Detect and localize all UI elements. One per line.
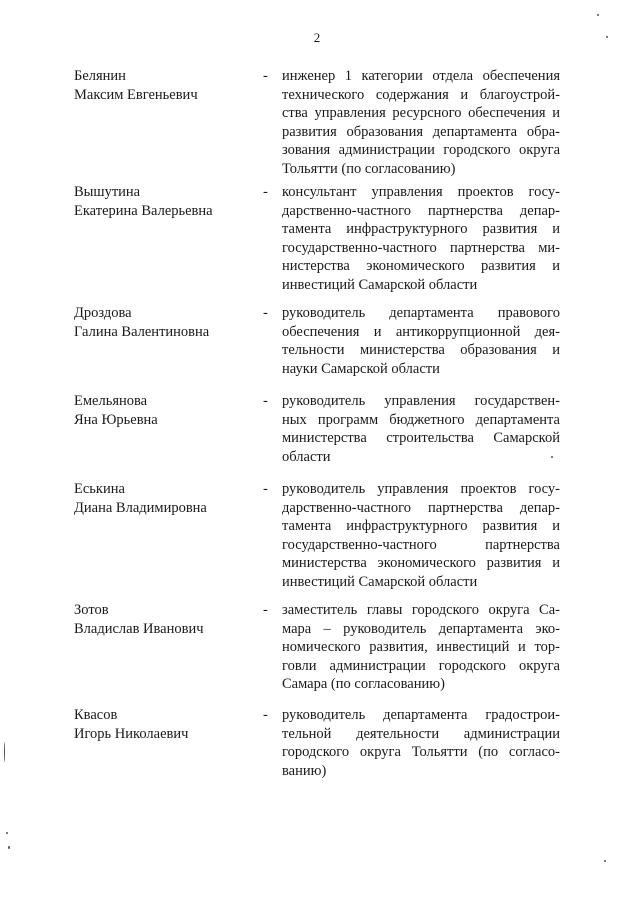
scan-speck	[6, 832, 8, 834]
role-line: консультант управления проектов госу-	[282, 184, 560, 200]
role-line: говли администрации городского округа	[282, 657, 560, 674]
member-name	[74, 304, 254, 341]
member-name	[74, 601, 254, 638]
role-line: государственно-частного партнерства ми-	[282, 239, 560, 256]
role-line: руководитель департамента правового	[282, 305, 560, 321]
dash-separator: -	[263, 68, 268, 84]
role-line: тамента инфраструктурного развития и	[282, 221, 560, 237]
role-line: руководитель управления государствен-	[282, 393, 560, 409]
member-surname: Дроздова	[74, 305, 132, 321]
member-given-name: Яна Юрьевна	[74, 411, 158, 428]
member-given-name: Екатерина Валерьевна	[74, 202, 213, 219]
role-line: технического содержания и благоустрой-	[282, 86, 560, 103]
role-line: ства управления ресурсного обеспечения и	[282, 105, 560, 121]
member-surname: Белянин	[74, 68, 126, 84]
member-given-name: Владислав Иванович	[74, 620, 204, 637]
role-line: инженер 1 категории отдела обеспечения	[282, 68, 560, 84]
member-given-name: Максим Евгеньевич	[74, 86, 198, 103]
role-line: дарственно-частного партнерства депар-	[282, 202, 560, 219]
role-line: номического развития, инвестиций и тор-	[282, 639, 560, 655]
role-line: заместитель главы городского округа Са-	[282, 602, 560, 618]
role-line: государственно-частного партнерства	[282, 536, 560, 553]
role-line: зования администрации городского округа	[282, 142, 560, 158]
member-given-name: Галина Валентиновна	[74, 323, 210, 340]
member-surname: Квасов	[74, 707, 118, 723]
role-line: Тольятти (по согласованию)	[282, 160, 456, 177]
role-line: инвестиций Самарской области	[282, 276, 478, 293]
dash-separator: -	[263, 184, 268, 200]
role-line: руководитель управления проектов госу-	[282, 481, 560, 497]
scan-speck	[606, 36, 608, 38]
role-line: министерства экономического развития и	[282, 555, 560, 571]
scan-speck	[8, 846, 10, 849]
member-name	[74, 480, 254, 517]
scan-speck	[597, 14, 599, 16]
scan-speck	[551, 456, 553, 458]
member-surname: Зотов	[74, 602, 109, 618]
page-number: 2	[313, 30, 321, 45]
member-role	[282, 601, 560, 694]
scan-speck	[4, 742, 5, 762]
role-line: тамента инфраструктурного развития и	[282, 518, 560, 534]
role-line: ных программ бюджетного департамента	[282, 411, 560, 428]
dash-separator: -	[263, 481, 268, 497]
member-surname: Еськина	[74, 481, 125, 497]
member-role	[282, 67, 560, 178]
role-line: тельности министерства образования и	[282, 342, 560, 358]
role-line: развития образования департамента обра-	[282, 123, 560, 140]
member-name	[74, 183, 254, 220]
member-name	[74, 706, 254, 743]
member-surname: Вышутина	[74, 184, 141, 200]
role-line: науки Самарской области	[282, 360, 440, 377]
member-surname: Емельянова	[74, 393, 148, 409]
member-given-name: Диана Владимировна	[74, 499, 207, 516]
member-given-name: Игорь Николаевич	[74, 725, 189, 742]
member-role	[282, 392, 560, 466]
role-line: обеспечения и антикоррупционной дея-	[282, 323, 560, 340]
role-line: дарственно-частного партнерства депар-	[282, 499, 560, 516]
role-line: инвестиций Самарской области	[282, 573, 478, 590]
role-line: нистерства экономического развития и	[282, 258, 560, 274]
member-name	[74, 392, 254, 429]
role-line: тельной деятельности администрации	[282, 725, 560, 742]
member-role	[282, 304, 560, 378]
role-line: министерства строительства Самарской	[282, 430, 560, 446]
scan-speck	[604, 860, 606, 862]
role-line: мара – руководитель департамента эко-	[282, 620, 560, 637]
member-role	[282, 183, 560, 294]
role-line: ванию)	[282, 762, 327, 779]
role-line: руководитель департамента градострои-	[282, 707, 560, 723]
member-name	[74, 67, 254, 104]
dash-separator: -	[263, 707, 268, 723]
role-line: Самара (по согласованию)	[282, 676, 445, 692]
dash-separator: -	[263, 305, 268, 321]
role-line: городского округа Тольятти (по согласо-	[282, 744, 560, 760]
member-role	[282, 706, 560, 780]
role-line: области	[282, 448, 331, 465]
member-role	[282, 480, 560, 591]
dash-separator: -	[263, 602, 268, 618]
dash-separator: -	[263, 393, 268, 409]
